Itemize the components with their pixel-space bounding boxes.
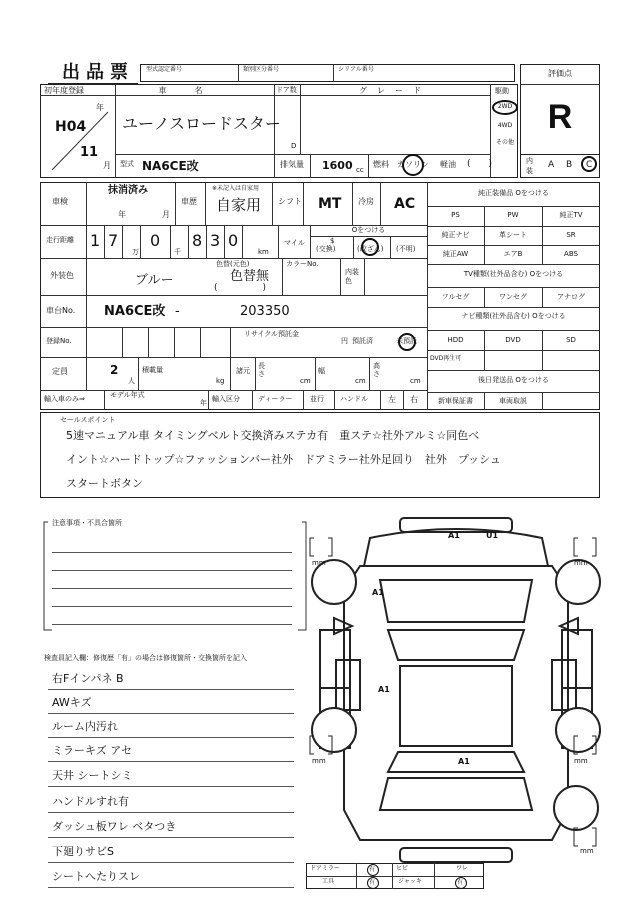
first-reg-year-unit: 年 <box>96 103 104 112</box>
mileage-digit-4: 8 <box>192 231 203 250</box>
unknown: (不明) <box>396 245 416 253</box>
navi-hdd: HDD <box>447 336 464 344</box>
damage-mark-4: A1 <box>378 685 390 694</box>
mileage-km: km <box>258 248 269 256</box>
color-no-label: カラーNo. <box>286 260 319 268</box>
mileage-man: 万 <box>132 248 139 256</box>
note-item-8: 下廻りサビS <box>52 845 114 858</box>
car-damage-diagram <box>300 510 610 890</box>
width-label: 幅 <box>318 367 325 375</box>
sales-points-label: セールスポイント <box>60 416 116 424</box>
length-cm: cm <box>300 377 311 385</box>
history-label: 車歴 <box>181 197 197 206</box>
drive-4wd: 4WD <box>497 122 513 129</box>
navi-dvd: DVD <box>505 336 521 344</box>
mile-label: マイル <box>284 239 305 247</box>
interior-color-label: 内装色 <box>345 268 359 285</box>
note-item-9: シートへたりスレ <box>52 870 140 883</box>
model-year-label: モデル年式 <box>110 391 145 399</box>
later-title: 後日発送品 Oをつける <box>478 376 549 384</box>
equip-navi: 純正ナビ <box>441 231 470 239</box>
serial-label: シリアル番号 <box>338 66 374 73</box>
mm-front-right: mm <box>574 559 588 567</box>
door-d: D <box>291 142 297 150</box>
recycle-label: リサイクル預託金 <box>244 330 300 338</box>
meter-change-circle <box>361 238 379 256</box>
capacity-value: 2 <box>110 363 119 377</box>
drive-other: その他 <box>495 139 514 146</box>
first-reg-month: 11 <box>80 145 99 160</box>
jack-yes: 有 <box>457 879 464 886</box>
length-label: 長さ <box>258 362 265 378</box>
chassis-label: 車台No. <box>46 306 76 315</box>
first-reg-year: H04 <box>55 119 87 135</box>
mm-spare: mm <box>580 847 594 855</box>
mm-rear-right: mm <box>574 757 588 765</box>
notes-bracket <box>40 520 310 634</box>
chassis-number: 203350 <box>240 304 290 319</box>
first-reg-label: 初年度登録 <box>44 86 84 95</box>
hibi-label: ヒビ <box>396 865 409 872</box>
genuine-title: 純正装備品 Oをつける <box>478 189 549 197</box>
type-cert-label: 型式認定番号 <box>146 66 183 73</box>
car-name-label: 車名 <box>158 86 231 95</box>
mileage-label: 走行距離 <box>46 236 74 244</box>
sales-line-1: 5速マニュアル車 タイミングベルト交換済みステカ有 重ステ☆社外アルミ☆同色べ <box>66 429 480 442</box>
door-mirror-yes: 有 <box>369 866 376 873</box>
note-item-6: ハンドルすれ有 <box>52 795 129 808</box>
mileage-digit-1: 1 <box>90 231 101 250</box>
meter-change: (改ざん) <box>357 245 384 253</box>
inspection-year: 年 <box>118 210 126 219</box>
interior-c: C <box>586 160 593 170</box>
model-year-unit: 年 <box>200 399 207 407</box>
tools-yes: 有 <box>369 879 376 886</box>
interior-b: B <box>566 160 573 170</box>
capacity-label: 定員 <box>52 367 68 376</box>
displacement-label: 排気量 <box>280 160 304 169</box>
car-name: ユーノスロードスター <box>122 114 281 133</box>
ware-label: ワレ <box>456 865 469 872</box>
mileage-digit-6: 0 <box>228 231 239 250</box>
mm-front-left: mm <box>312 559 326 567</box>
dvd-playable: DVD再生可 <box>430 355 462 362</box>
kg-unit: kg <box>216 377 225 385</box>
note-item-3: ルーム内汚れ <box>52 720 118 733</box>
color-change-paren: ( ) <box>214 283 267 293</box>
height-cm: cm <box>410 377 421 385</box>
equip-sr: SR <box>566 231 576 239</box>
color-change-value: 色替無 <box>230 269 270 284</box>
header-id-fields <box>140 64 515 82</box>
import-class-label: 輸入区分 <box>212 395 240 403</box>
model-value: NA6CE改 <box>142 159 199 173</box>
equip-pw: PW <box>507 211 519 219</box>
later-manual: 車両取説 <box>499 397 527 405</box>
import-label: 輸入車のみ⇒ <box>44 395 85 403</box>
mileage-sen: 千 <box>174 248 181 256</box>
equip-ps: PS <box>451 211 460 219</box>
equip-airbag: エアB <box>503 250 523 258</box>
equip-aw: 純正AW <box>442 250 469 258</box>
mm-rear-left: mm <box>312 757 326 765</box>
first-reg-month-unit: 月 <box>103 161 111 170</box>
fuel-label: 燃料 <box>373 160 389 169</box>
damage-mark-1: A1 <box>448 531 460 540</box>
ac-value: AC <box>394 196 416 212</box>
form-title: 出品票 <box>62 62 134 83</box>
chassis-model: NA6CE改 <box>104 304 166 319</box>
navi-sd: SD <box>566 336 576 344</box>
inspector-label: 検査員記入欄：修復歴「有」の場合は修復箇所・交換箇所を記入 <box>44 654 247 662</box>
damage-mark-5: A1 <box>458 757 470 766</box>
chassis-dash: - <box>175 304 180 319</box>
category-label: 類別区分番号 <box>243 66 280 73</box>
fuel-gasoline-circle <box>402 154 424 176</box>
height-label: 高さ <box>373 362 380 378</box>
shift-label: シフト <box>278 197 302 206</box>
cc-unit: cc <box>356 166 364 174</box>
drive-2wd: 2WD <box>497 103 513 110</box>
notes-label: 注意事項・不具合箇所 <box>52 519 122 527</box>
note-item-7: ダッシュ板ワレ ベタつき <box>52 820 177 833</box>
sales-line-2: イント☆ハードトップ☆ファッションバー社外 ドアミラー社外足回り 社外 プッシュ <box>66 453 501 466</box>
tv-analog: アナログ <box>557 293 585 301</box>
jack-label: ジャッキ <box>398 878 422 885</box>
ac-label: 冷房 <box>358 197 374 206</box>
recycle-circle <box>398 333 416 351</box>
color-change-label: 色替(元色) <box>216 260 250 268</box>
note-item-5: 天井 シートシミ <box>52 769 133 782</box>
note-item-1: 右Fインパネ B <box>52 672 124 685</box>
note-item-2: AWキズ <box>52 696 92 709</box>
tv-oneseg: ワンセグ <box>499 293 527 301</box>
handle-left: 左 <box>388 395 396 404</box>
shift-value: MT <box>318 196 342 212</box>
dealer: ディーラー <box>258 395 293 403</box>
history-note: ※未記入は自家用 <box>212 185 260 192</box>
mileage-digit-5: 3 <box>210 231 221 250</box>
parallel: 並行 <box>310 395 324 403</box>
handle-right: 右 <box>410 395 418 404</box>
equip-leather: 革シート <box>499 231 527 239</box>
recycle-unpaid: 未預託 <box>396 337 417 345</box>
rating-value: R <box>547 98 573 136</box>
later-warranty: 新車保証書 <box>438 397 473 405</box>
tools-label: 工具 <box>322 878 335 885</box>
navi-title: ナビ種類(社外品含む) Oをつける <box>461 312 566 320</box>
fuel-paren: ( ) <box>467 159 493 169</box>
circle-note: Oをつける <box>351 226 386 234</box>
width-cm: cm <box>355 377 366 385</box>
grade-label: グレード <box>359 86 431 95</box>
inspection-month: 月 <box>162 210 170 219</box>
equip-abs: ABS <box>564 250 578 258</box>
recycle-status: 預託済 <box>352 337 373 345</box>
reg-no-label: 登録No. <box>46 337 72 345</box>
exchange: (交換) <box>316 245 336 253</box>
history-value: 自家用 <box>216 196 262 214</box>
capacity-unit: 人 <box>128 377 135 385</box>
drive-label: 駆動 <box>495 87 509 95</box>
mileage-digit-2: 7 <box>108 231 119 250</box>
body-color: ブルー <box>135 273 174 288</box>
rating-label: 評価点 <box>548 69 572 78</box>
tv-title: TV種類(社外品含む) Oをつける <box>463 270 564 278</box>
handle-label: ハンドル <box>340 395 368 403</box>
interior-a: A <box>548 160 555 170</box>
tv-fullseg: フルセグ <box>441 293 470 301</box>
inspection-value: 抹消済み <box>108 185 148 196</box>
dims-label: 諸元 <box>236 367 250 375</box>
model-label: 型式 <box>120 160 134 168</box>
mark-dollar: $ <box>330 237 335 245</box>
equip-tv: 純正TV <box>559 211 583 219</box>
doors-label: ドア数 <box>276 86 297 94</box>
note-item-4: ミラーキズ アセ <box>52 744 133 757</box>
sales-line-3: スタートボタン <box>66 477 143 490</box>
fuel-gasoline: ガソリン <box>397 160 429 169</box>
damage-mark-2: U1 <box>486 531 499 540</box>
body-color-label: 外装色 <box>50 271 74 280</box>
interior-label: 内装 <box>526 157 533 175</box>
door-mirror-label: ドアミラー <box>310 865 340 872</box>
damage-mark-3: A1 <box>372 588 384 597</box>
displacement-value: 1600 <box>322 159 353 172</box>
recycle-yen: 円 <box>341 337 348 345</box>
inspection-label: 車検 <box>52 197 68 206</box>
fuel-light-oil: 軽油 <box>440 160 456 169</box>
mileage-digit-3: 0 <box>150 231 161 250</box>
load-label: 積載量 <box>142 366 163 374</box>
